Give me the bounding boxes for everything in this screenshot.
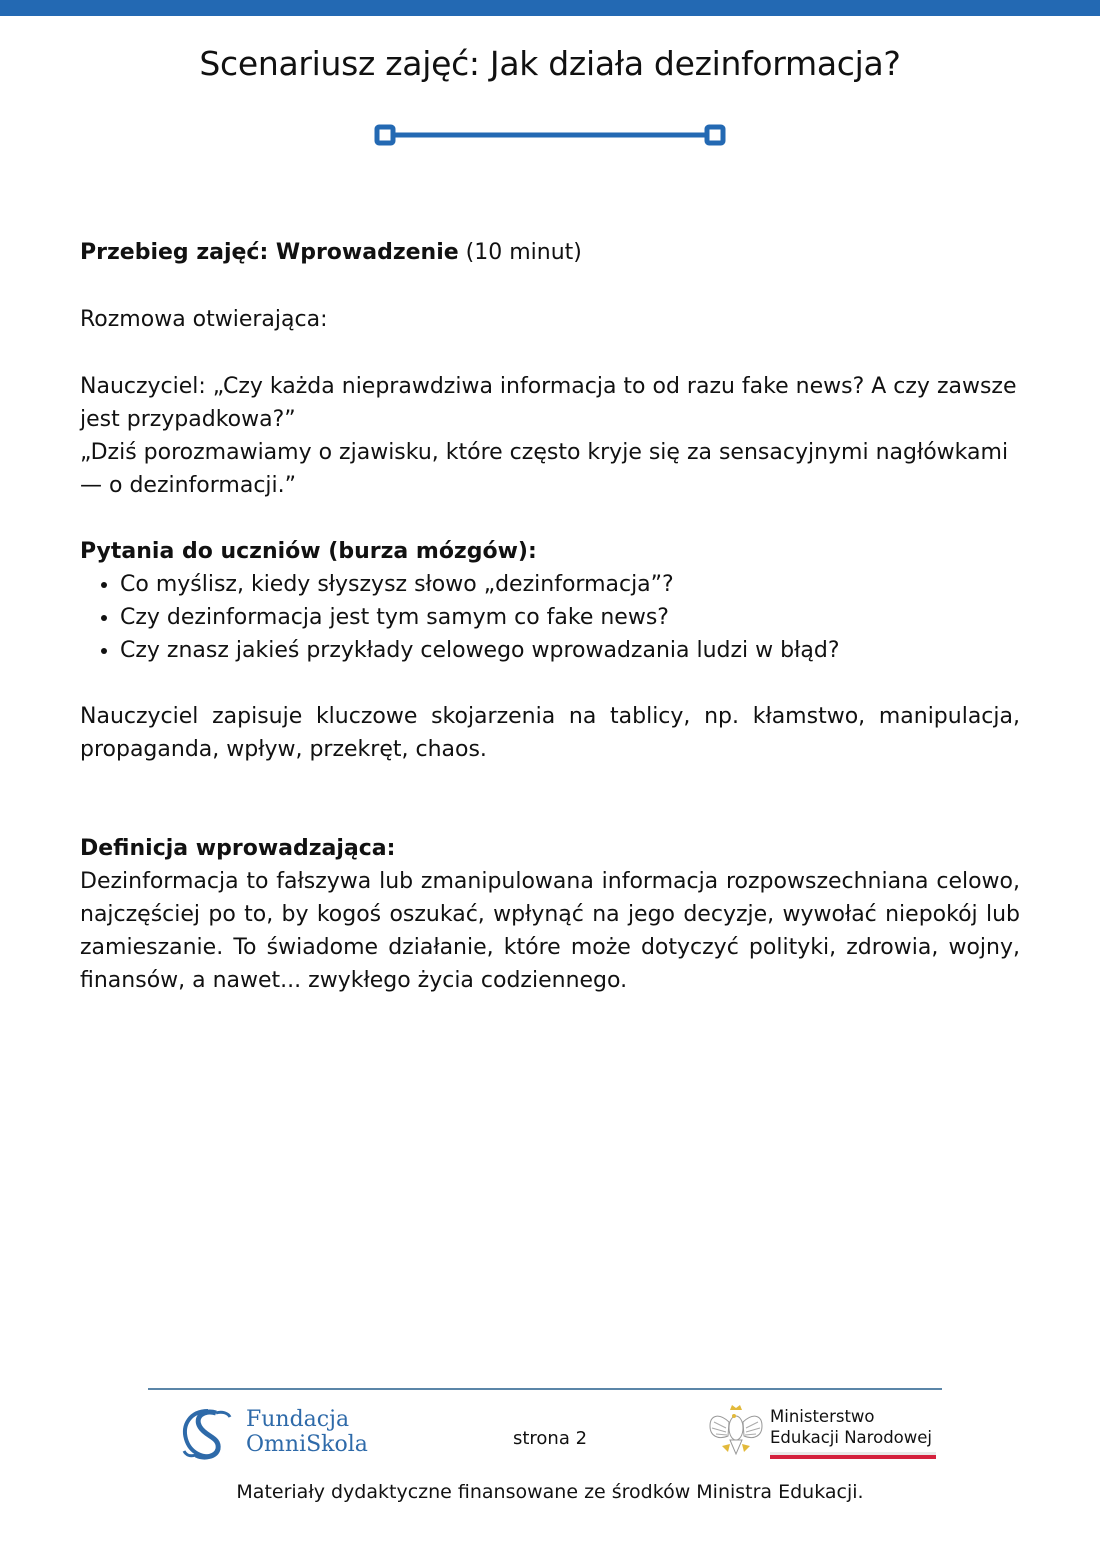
opening-label: Rozmowa otwierająca: xyxy=(80,307,328,332)
questions-heading: Pytania do uczniów (burza mózgów): xyxy=(80,539,537,564)
men-line-1: Ministerstwo xyxy=(770,1407,875,1426)
section-heading xyxy=(80,236,1020,269)
men-line-2: Edukacji Narodowej xyxy=(770,1428,932,1447)
lesson-content xyxy=(80,236,1020,997)
funding-note: Materiały dydaktyczne finansowane ze środków Ministra Edukacji. xyxy=(236,1481,864,1503)
teacher-quote-2: „Dziś porozmawiamy o zjawisku, które często kryje się za sensacyjnymi nagłówkami — o dezinformacji.” xyxy=(80,440,1009,498)
question-item: • Czy znasz jakieś przykłady celowego wprowadzania ludzi w błąd? xyxy=(120,634,1020,667)
men-wordmark xyxy=(770,1406,932,1448)
men-logo xyxy=(708,1400,938,1468)
omniskola-line-2: OmniSkola xyxy=(246,1432,368,1457)
page-title: Scenariusz zajęć: Jak działa dezinformacja? xyxy=(199,44,901,83)
section-duration: (10 minut) xyxy=(458,240,582,265)
question-item: • Co myślisz, kiedy słyszysz słowo „dezinformacja”? xyxy=(120,568,1020,601)
associations-paragraph: Nauczyciel zapisuje kluczowe skojarzenia na tablicy, np. kłamstwo, manipulacja, propaganda, wpływ, przekręt, chaos. xyxy=(80,704,1020,762)
omniskola-logo xyxy=(180,1405,390,1465)
polish-eagle-emblem-icon xyxy=(708,1402,764,1466)
question-item: • Czy dezinformacja jest tym samym co fake news? xyxy=(120,601,1020,634)
divider-right-square xyxy=(707,127,723,143)
section-heading-bold: Przebieg zajęć: Wprowadzenie xyxy=(80,240,459,265)
page-number: strona 2 xyxy=(512,1428,588,1449)
questions-list xyxy=(80,568,1020,667)
footer-divider xyxy=(148,1388,942,1390)
definition-text: Dezinformacja to fałszywa lub zmanipulowana informacja rozpowszechniana celowo, najczęściej po to, by kogoś oszukać, wpłynąć na jego decyzje, wywołać niepokój lub zamieszanie. To świadome działanie, które może dotyczyć polityki, zdrowia, wojny, finansów, a nawet... zwykłego życia codziennego. xyxy=(80,869,1020,993)
title-divider xyxy=(374,124,726,146)
definition-heading: Definicja wprowadzająca: xyxy=(80,836,396,861)
divider-left-square xyxy=(377,127,393,143)
top-accent-bar xyxy=(0,0,1100,16)
omniskola-line-1: Fundacja xyxy=(246,1407,350,1432)
omniskola-wordmark xyxy=(246,1407,368,1457)
omniskola-s-emblem-icon xyxy=(180,1407,236,1461)
men-flag-stripe xyxy=(770,1452,936,1460)
teacher-quote-1: Nauczyciel: „Czy każda nieprawdziwa informacja to od razu fake news? A czy zawsze jest przypadkowa?” xyxy=(80,374,1017,432)
